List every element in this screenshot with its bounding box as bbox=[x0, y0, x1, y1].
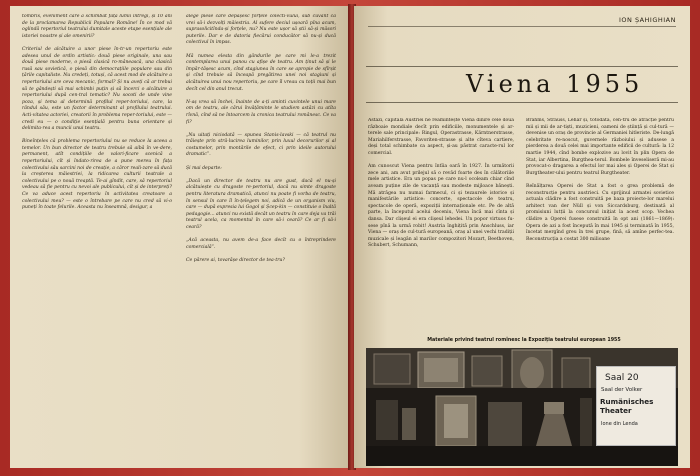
room-sign-line-1: Saal 20 bbox=[605, 373, 639, 383]
right-page-column-1: Astăzi, capitala Austriei ne reamintește Viena dinire cele două războaie mondiale decît prin edificiile, monumentele și ar-terele sale principale: Ringul, Operastrasse, Kärntnerstrasse, Mariahilferstrasse, Favoriten-strasse și alte cîteva cartiere, deși total schimbate ca aspect, și-au păstrat caracte-rul lor comercial. Am cunoscut Viena pentru întîia oară în 1927. În următorii zece ani, am avut prilejul să o revăd foarte des în călătoriile mele artistice. Era un popas pe care nu-l ocoleam chiar cînd aveam puține zile de vacanță sau modeste mijloace bănești. Mă atrăgea nu numai farmecul, ci și tezaurele istorice și manifestările artistice: concerte, spectacole de teatru, spectacole de operă, expoziții internaționale etc. Pe de altă parte, la începutul acelui deceniu, Viena încă mai cînta și dansa. Dar clișeul ei era clișeul lehedei. Un popor virtuos fu-sese pînă la urmă robit! Austria înghițită prin Anschluss, iar Viena — oraș de cul-tură europeană, oraș al unei vechi tradiții muzicale și leagăn al marilor compozitori Mozart, Beethoven, Schubert, Schumann, bbox=[368, 118, 514, 249]
header-rule bbox=[368, 26, 676, 27]
article-title: Viena 1955 bbox=[466, 70, 644, 98]
right-page bbox=[354, 6, 690, 468]
exhibition-photo bbox=[366, 348, 678, 466]
left-page-column-2: alege piese care depășesc forțele colecti-vului, sub cuvânt că vrei să-i dezvolți măiestria. Al sufere deciul ușoară pîna acum, suprasolicitînda-și forțele, nu? Nu este ușor să știi să-și măsori puterile. Dar e de datoria fiecărui conducător să nu-și ducă colectivul în impas. Mă numea elesta din gândurile pe care mi le-a trezit contemplarea unui panou cu afișe de teatru. Am ținut să și le împăr-tășesc acum, cînd stagiunea în care se apropie de sfîrșit și cînd trebuie să înceapă pregătirea unei noi stagiuni și alcătuirea unui nou repertoriu, pe care îl vreau cu toții mai bun decît cel din anul trecut. N-aș vrea să închei, înainte de a-ți aminti cuvintele unui mare om de teatru, ale cărui învățăminte le studiem astăzi cu atîta rîvnă, cînd să ne întoarcem la cronica teatrului românesc. Ce va fi? „Nu uitați niciodată — spunea Stanis-lavski — că teatrul nu trăiește prin stră-lucirea luminilor, prin luxul decorurilor și al costumelor, prin montările de efect, ci prin ideile autorului dramatic”. Și mai departe: „Dacă un director de teatru nu are gust, dacă el nu-și alcătuiește cu dragoste re-pertoriul, dacă nu simte dragoste pentru literatura dramatică, atunci nu poate fi vorba de teatru, în sensul în care îl în-țelegem noi, adică de un organism viu, care — după expresia lui Gogol și Șcep-kin — constituie o înaltă pedagogie... atunci nu există decât un teatru în care deja va trăi teatrul acela, ca momentul în care să-i ceară? Ce ar fi să-i ceară? „Acă aceasta, nu avem de-a face decît cu o întreprindere comercială”. Ce părere ai, tovarășe director de tea-tru? bbox=[186, 14, 336, 263]
running-header-author: ION ȘAHIGHIAN bbox=[619, 16, 676, 24]
room-sign-line-3: Rumänisches Theater bbox=[600, 397, 654, 415]
left-page-column-1: tombris, eveniment care a schimbat fața lumii întregi, și 10 ani de la proclamarea Republicii Populare Române! În ce mod vă oglindă repertoriul teatrului dumitale aceste etape esențiale ale istoriei noastre și ale omenirii? Criteriul de alcătuire a unor piese în-tr-un repertoriu este adesea unul de ordin artistic: două piese originale, una sau două piese moderne, o piesă clasică ro-mânească, una clasică rusă sau sovietică, o piesă din democrațiile populare sau din țările capitaliste. Nu credeți, totuși, că acest mod de alcătuire a repertoriului are ceva mecanic, formal? Și nu aveți că ar trebui să te gândești să mai schimbi puțin și să încerci o alcătuire a repertoriului după cen-tral tematic? Nu socoti de unde vine poza, și tema al determină profilul reper-toriului, care, la rândul său, este un factor determinant al profilului teatrului. Acti-vitatea actoriei, creatorii în problema reper-toriului, este — credi eu — o condiție esențială pentru buna orientare și delimita-rea a muncii unui teatru. Bineînțeles că problema repertoriului nu se reduce la aceea a temelor. Un bun director de teatru trebuie să aibă în ve-dere, permanent, atît condițiile de valori-ficare scenică a repertoriului, cît și îndato-rirea de a pune mereu în fața colectivului său sarcini noi de creație, a căror reali-zare să ducă la creșterea măiestriei, la ridicarea culturii teatrale a colectivului pe o nouă treaptă. Te-ai gîndit, care, să repertoriul vedeau să fie pentru cu nevoi ale publicului, cît și de interpreți? Ce va aduce acest repertoriu în activitatea creatoare a colectivului meu? — este o întrebare pe care nu cred să vi-o puneți în toate felurile. Aceasta nu înseamnă, desigur, a bbox=[22, 14, 172, 211]
room-sign-line-2: Saal der Volker bbox=[601, 387, 643, 393]
room-sign-line-4: Ione din Lenda bbox=[601, 421, 638, 427]
left-page bbox=[10, 6, 350, 468]
right-page-column-2: Brahms, Strauss, Lehar și, totodată, cen-tru de atracție pentru mii și mii de ar-tiști, muzicieni, oameni de știință și cul-tură — devenise un oraș de provincie al Germaniei hitleriste. De-lungă celebritate re-noscut, guvernele războiului și adusese a pierderea a două celei mai importante edificii de cultură: la 12 martie 1944, cînd bombe explozive au lovit în plin Opera de Stat, iar Albertina, Burgthea-terul. Bombele înveseliseră mi-au provocat-o dragarea a efectul lor mai ales și Operei de Stat și Burgtheater-ului pentru teatrul Burgtheater. Reînălțarea Operei de Stat a fost o grea problemă de reconstrucție pentru austrieci. Cu sprijinul armatei sovietice actuala clădire a fost construită pe baza proiecte-lor marelui arhitect van der Nüll și von Siccardsburg, destinată al promisiuni lutții la concursul inițiat la acest scop. Vechea clădire a Operei fusese construită în opt ani (1861—1869): Opera de azi a fost începută în mai 1945 și terminată în 1955, încetat mergînd greu în trei grupe, fină, să amîne perfec-tea. Reconstrucția a costat 300 milioane bbox=[526, 118, 674, 242]
title-rule-bottom bbox=[366, 102, 678, 103]
photo-caption: Materiale privind teatrul romînesc la Expoziția teatrului european 1955 bbox=[427, 338, 621, 343]
room-sign bbox=[596, 366, 676, 446]
title-rule-top bbox=[366, 66, 678, 67]
